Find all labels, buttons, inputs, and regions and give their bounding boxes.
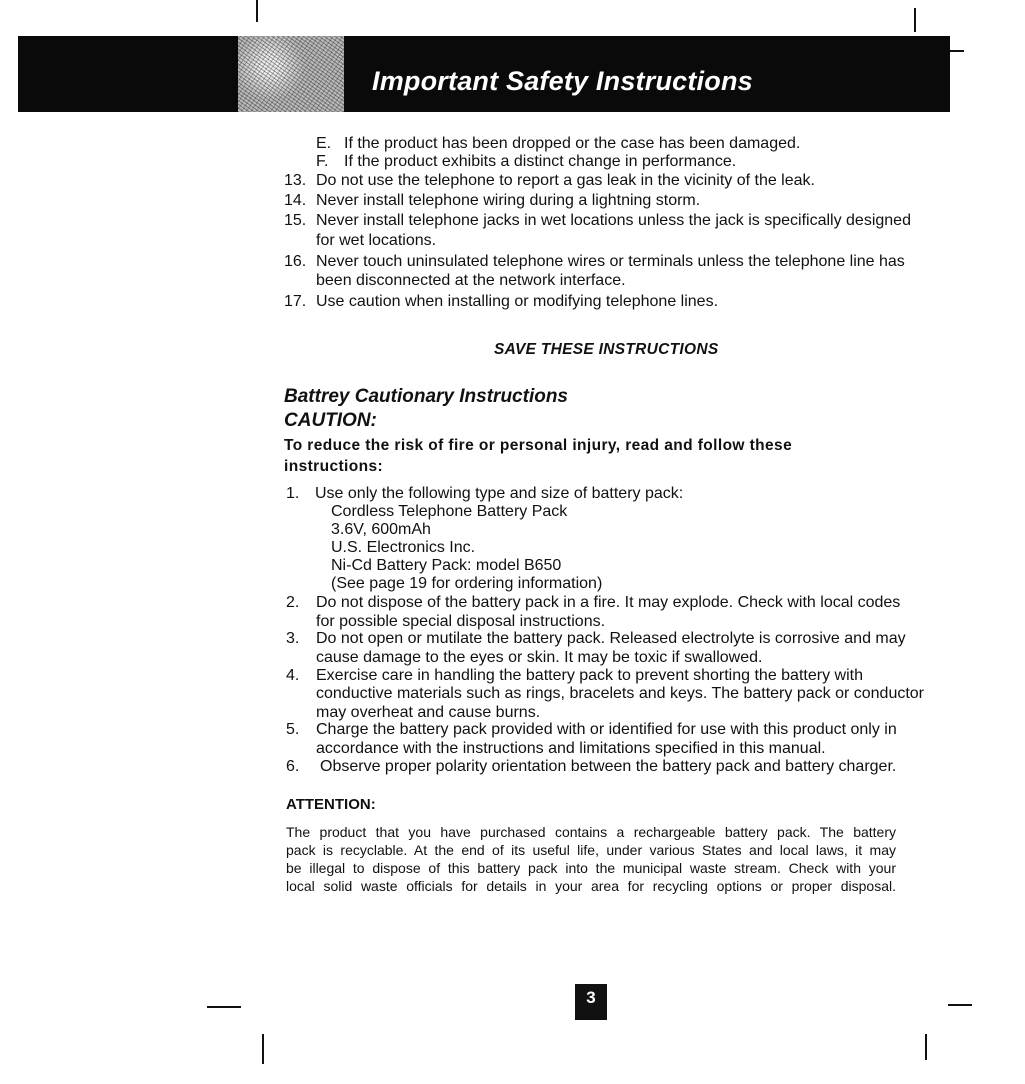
item-subtext: Ni-Cd Battery Pack: model B650	[331, 557, 562, 574]
item-number: E.	[316, 135, 332, 152]
crop-mark	[914, 8, 916, 32]
item-text: Do not dispose of the battery pack in a fire. It may explode. Check with local codes	[316, 594, 901, 611]
item-text: Use caution when installing or modifying telephone lines.	[316, 293, 719, 310]
item-number: 1.	[286, 485, 300, 502]
item-number: 15.	[284, 212, 307, 229]
item-text: Do not use the telephone to report a gas leak in the vicinity of the leak.	[316, 172, 815, 189]
caution-heading: CAUTION:	[284, 410, 377, 431]
crop-mark	[256, 0, 258, 22]
item-subtext: 3.6V, 600mAh	[331, 521, 431, 538]
item-number: 3.	[286, 630, 300, 647]
header-texture	[238, 36, 344, 112]
paragraph-line: The product that you have purchased contains a rechargeable battery pack. The battery	[286, 824, 896, 840]
item-number: 13.	[284, 172, 307, 189]
item-number: 14.	[284, 192, 307, 209]
page-title: Important Safety Instructions	[372, 66, 753, 96]
item-subtext: U.S. Electronics Inc.	[331, 539, 476, 556]
item-text: cause damage to the eyes or skin. It may be toxic if swallowed.	[316, 649, 763, 666]
item-text: for possible special disposal instructions.	[316, 613, 606, 630]
crop-mark	[950, 50, 964, 52]
item-text: accordance with the instructions and limitations specified in this manual.	[316, 740, 826, 757]
item-text: for wet locations.	[316, 232, 437, 249]
paragraph-line: pack is recyclable. At the end of its useful life, under various States and local laws, it may	[286, 842, 896, 858]
attention-paragraph	[286, 823, 896, 895]
item-number: 5.	[286, 721, 300, 738]
item-text: If the product exhibits a distinct change in performance.	[344, 153, 737, 170]
save-instructions-heading: SAVE THESE INSTRUCTIONS	[494, 341, 719, 358]
item-text: Exercise care in handling the battery pack to prevent shorting the battery with	[316, 667, 863, 684]
item-text: Observe proper polarity orientation between the battery pack and battery charger.	[320, 758, 897, 775]
item-text: If the product has been dropped or the case has been damaged.	[344, 135, 801, 152]
caution-warning: To reduce the risk of fire or personal injury, read and follow these	[284, 437, 793, 454]
item-number: 17.	[284, 293, 307, 310]
crop-mark	[948, 1004, 972, 1006]
item-number: F.	[316, 153, 329, 170]
item-text: may overheat and cause burns.	[316, 704, 541, 721]
paragraph-line: local solid waste officials for details in your area for recycling options or proper disposal.	[286, 878, 896, 894]
item-text: been disconnected at the network interface.	[316, 272, 626, 289]
item-subtext: (See page 19 for ordering information)	[331, 575, 603, 592]
item-text: Charge the battery pack provided with or identified for use with this product only in	[316, 721, 897, 738]
item-text: Never install telephone jacks in wet locations unless the jack is specifically designed	[316, 212, 911, 229]
battery-section-title: Battrey Cautionary Instructions	[284, 386, 568, 407]
attention-heading: ATTENTION:	[286, 796, 376, 813]
item-number: 16.	[284, 253, 307, 270]
item-text: Do not open or mutilate the battery pack. Released electrolyte is corrosive and may	[316, 630, 906, 647]
crop-mark	[925, 1034, 927, 1060]
crop-mark	[262, 1034, 264, 1064]
item-text: Never touch uninsulated telephone wires or terminals unless the telephone line has	[316, 253, 905, 270]
item-text: Use only the following type and size of battery pack:	[315, 485, 684, 502]
item-text: conductive materials such as rings, bracelets and keys. The battery pack or conductor	[316, 685, 925, 702]
item-number: 6.	[286, 758, 300, 775]
item-subtext: Cordless Telephone Battery Pack	[331, 503, 568, 520]
crop-mark	[207, 1006, 241, 1008]
item-number: 4.	[286, 667, 300, 684]
item-number: 2.	[286, 594, 300, 611]
item-text: Never install telephone wiring during a lightning storm.	[316, 192, 701, 209]
page-number: 3	[575, 984, 607, 1020]
paragraph-line: be illegal to dispose of this battery pack into the municipal waste stream. Check with your	[286, 860, 896, 876]
caution-warning: instructions:	[284, 458, 384, 475]
